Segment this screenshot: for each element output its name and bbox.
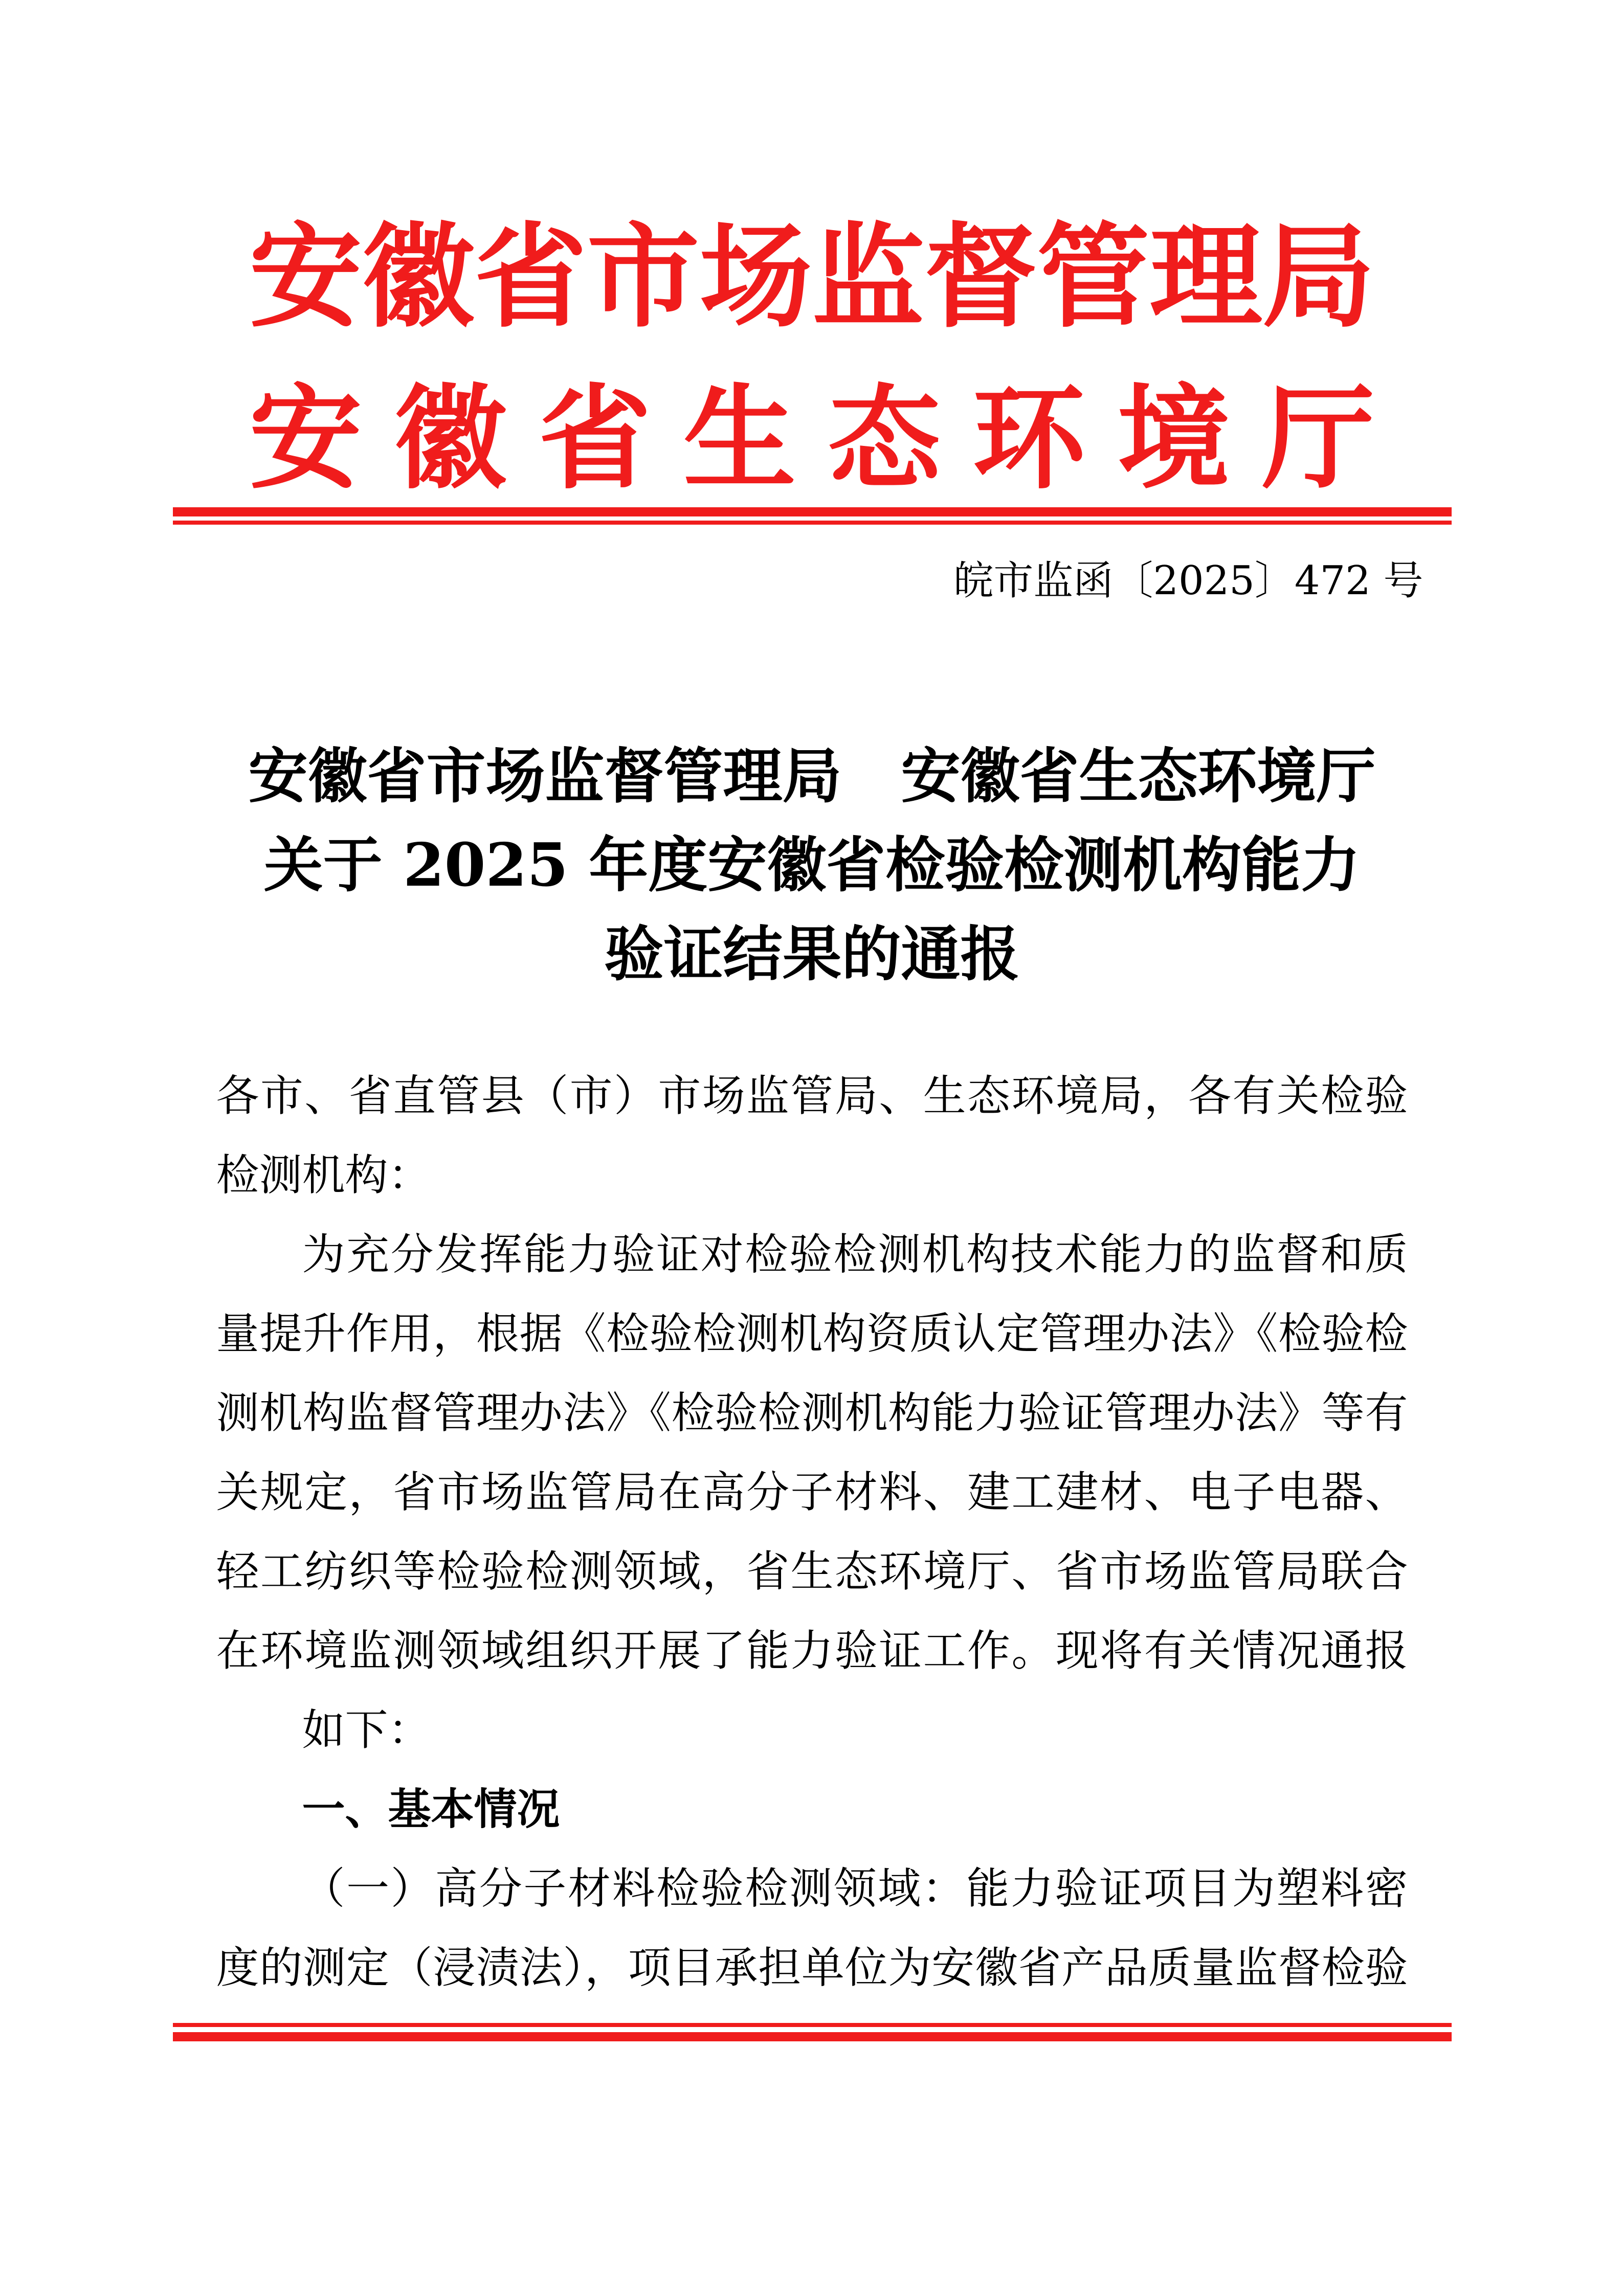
body-line-salutation-2: 检测机构： [216, 1150, 431, 1200]
doc-title-line1: 安徽省市场监督管理局 安徽省生态环境厅 [248, 741, 1376, 811]
body-line-para1-3: 测机构监督管理办法》《检验检测机构能力验证管理办法》等有 [216, 1388, 1408, 1438]
letterhead-org-line1: 安徽省市场监督管理局 [249, 210, 1375, 343]
footer-rule-thin [173, 2023, 1452, 2027]
body-line-para1-4: 关规定，省市场监管局在高分子材料、建工建材、电子电器、 [216, 1467, 1408, 1517]
body-line-para1-6: 在环境监测领域组织开展了能力验证工作。现将有关情况通报 [216, 1626, 1408, 1676]
footer-rule-thick [173, 2032, 1452, 2041]
body-line-para2-2: 度的测定（浸渍法），项目承担单位为安徽省产品质量监督检验 [216, 1943, 1408, 1993]
header-rule-thin [173, 521, 1452, 525]
letterhead [0, 0, 1624, 525]
doc-title-line3: 验证结果的通报 [604, 919, 1020, 989]
body-line-para1-1: 为充分发挥能力验证对检验检测机构技术能力的监督和质 [302, 1229, 1408, 1279]
doc-body [216, 1056, 1408, 2008]
doc-title [173, 732, 1452, 999]
body-line-salutation-1: 各市、省直管县（市）市场监管局、生态环境局，各有关检验 [216, 1071, 1408, 1121]
letterhead-org-line2: 安徽省生态环境厅 [249, 372, 1375, 504]
footer-rules [0, 2023, 1624, 2041]
doc-title-line2: 关于 2025 年度安徽省检验检测机构能力 [263, 830, 1361, 900]
body-line-para1-5: 轻工纺织等检验检测领域，省生态环境厅、省市场监管局联合 [216, 1546, 1408, 1596]
body-line-para1-2: 量提升作用，根据《检验检测机构资质认定管理办法》《检验检 [216, 1309, 1408, 1359]
header-rule-thick [173, 507, 1452, 516]
doc-number: 皖市监函〔2025〕472 号 [953, 558, 1423, 604]
body-line-para1-7: 如下： [302, 1705, 431, 1755]
body-heading-basic-info: 一、基本情况 [302, 1784, 560, 1834]
body-line-para2-1: （一）高分子材料检验检测领域：能力验证项目为塑料密 [302, 1863, 1408, 1914]
